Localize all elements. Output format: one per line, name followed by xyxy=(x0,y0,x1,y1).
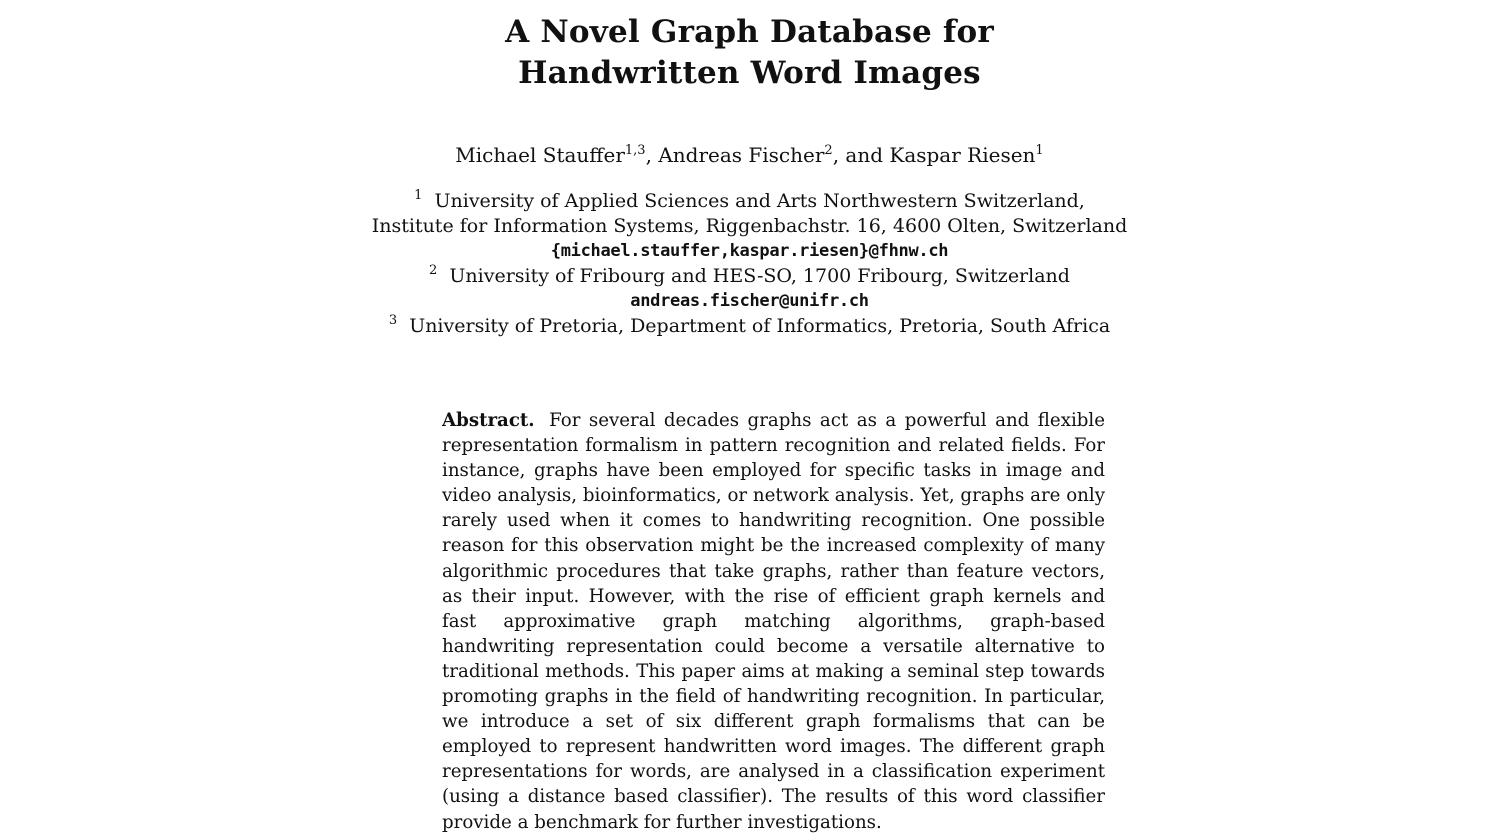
affiliation-text: University of Applied Sciences and Arts Northwestern Switzerland, xyxy=(434,190,1085,212)
affiliation-number: 1 xyxy=(414,188,423,203)
affiliation-1-line-1 xyxy=(0,189,1499,214)
abstract-paragraph xyxy=(442,408,1105,835)
affiliation-block xyxy=(0,189,1499,339)
affiliation-1-line-2: Institute for Information Systems, Riggenbachstr. 16, 4600 Olten, Switzerland xyxy=(371,215,1128,237)
author-separator: , xyxy=(645,143,659,167)
abstract-body: For several decades graphs act as a powerful and flexible representation formalism in pattern recognition and related fields. For instance, graphs have been employed for specific tasks in image and video analysis, bioinformatics, or network analysis. Yet, graphs are only rarely used when it comes to handwriting recognition. One possible reason for this observation might be the increased complexity of many algorithmic procedures that take graphs, rather than feature vectors, as their input. However, with the rise of efficient graph kernels and fast approximative graph matching algorithms, graph-based handwriting representation could become a versatile alternative to traditional methods. This paper aims at making a seminal step towards promoting graphs in the field of handwriting recognition. In particular, we introduce a set of six different graph formalisms that can be employed to represent handwritten word images. The different graph representations for words, are analysed in a classification experiment (using a distance based classifier). The results of this word classifier provide a benchmark for further investigations. xyxy=(442,410,1105,833)
author-name: Andreas Fischer xyxy=(658,143,825,167)
author-affiliation-mark: 2 xyxy=(824,143,833,158)
author-affiliation-mark: 1 xyxy=(1035,143,1044,158)
abstract-label: Abstract. xyxy=(442,410,535,431)
affiliation-1-email: {michael.stauffer,kaspar.riesen}@fhnw.ch xyxy=(550,241,949,261)
title-line-2: Handwritten Word Images xyxy=(518,55,981,91)
affiliation-2-line-1 xyxy=(0,264,1499,289)
author-separator: , and xyxy=(832,143,890,167)
paper-title xyxy=(0,12,1499,94)
affiliation-3-line-1 xyxy=(0,314,1499,339)
author-list xyxy=(0,140,1499,170)
affiliation-number: 3 xyxy=(388,313,398,328)
affiliation-text: University of Pretoria, Department of Informatics, Pretoria, South Africa xyxy=(409,315,1111,337)
author-affiliation-mark: 1,3 xyxy=(624,143,646,158)
author-name: Michael Stauffer xyxy=(455,143,625,167)
affiliation-text: University of Fribourg and HES-SO, 1700 Fribourg, Switzerland xyxy=(449,265,1070,287)
title-line-1: A Novel Graph Database for xyxy=(505,14,994,50)
affiliation-number: 2 xyxy=(429,263,438,278)
affiliation-2-email: andreas.fischer@unifr.ch xyxy=(630,291,869,311)
author-name: Kaspar Riesen xyxy=(889,143,1036,167)
